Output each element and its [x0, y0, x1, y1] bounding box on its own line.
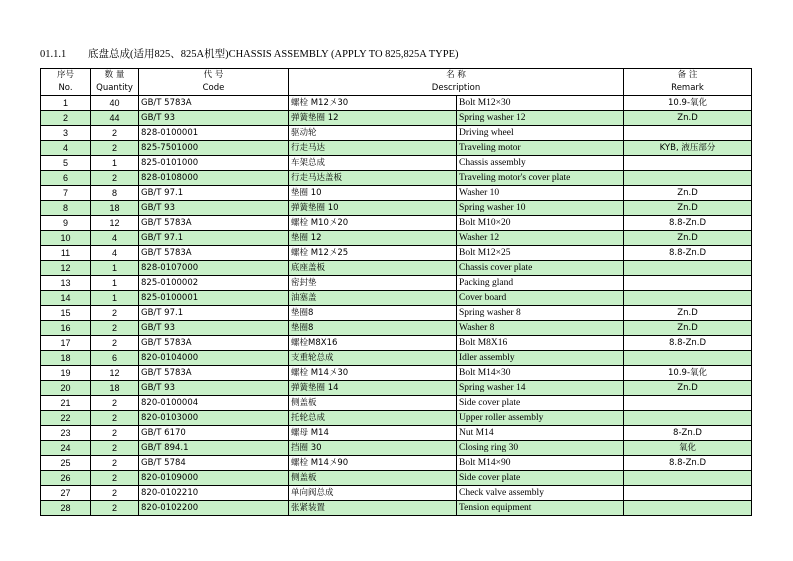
cell-number: 5 — [41, 156, 91, 171]
cell-remark — [624, 261, 752, 276]
cell-name-cn: 螺栓 M14〤30 — [289, 366, 457, 381]
table-row — [41, 126, 752, 141]
cell-number: 14 — [41, 291, 91, 306]
cell-quantity: 2 — [91, 336, 139, 351]
table-row — [41, 171, 752, 186]
cell-quantity: 2 — [91, 411, 139, 426]
cell-remark: Zn.D — [624, 381, 752, 396]
cell-remark: Zn.D — [624, 186, 752, 201]
cell-number: 12 — [41, 261, 91, 276]
cell-remark: 8.8-Zn.D — [624, 456, 752, 471]
cell-remark: 10.9-氧化 — [624, 96, 752, 111]
cell-name-en: Nut M14 — [457, 426, 624, 441]
parts-table-body — [41, 96, 752, 516]
header-code-cn: 代 号 — [139, 69, 289, 83]
cell-remark — [624, 396, 752, 411]
cell-quantity: 2 — [91, 471, 139, 486]
cell-number: 26 — [41, 471, 91, 486]
cell-code: 828-0107000 — [139, 261, 289, 276]
cell-name-cn: 行走马达盖板 — [289, 171, 457, 186]
cell-name-cn: 驱动轮 — [289, 126, 457, 141]
table-row — [41, 201, 752, 216]
table-row — [41, 261, 752, 276]
cell-number: 11 — [41, 246, 91, 261]
table-row — [41, 186, 752, 201]
cell-quantity: 18 — [91, 201, 139, 216]
cell-remark — [624, 351, 752, 366]
cell-name-en: Bolt M10×20 — [457, 216, 624, 231]
cell-quantity: 1 — [91, 291, 139, 306]
cell-code: GB/T 97.1 — [139, 231, 289, 246]
cell-name-en: Washer 10 — [457, 186, 624, 201]
cell-number: 20 — [41, 381, 91, 396]
table-row — [41, 456, 752, 471]
cell-number: 4 — [41, 141, 91, 156]
cell-quantity: 2 — [91, 426, 139, 441]
cell-name-en: Cover board — [457, 291, 624, 306]
cell-remark: 8.8-Zn.D — [624, 216, 752, 231]
cell-remark: 8.8-Zn.D — [624, 246, 752, 261]
cell-code: 820-0102210 — [139, 486, 289, 501]
table-row — [41, 411, 752, 426]
cell-code: GB/T 93 — [139, 381, 289, 396]
table-row — [41, 471, 752, 486]
header-qty-en: Quantity — [91, 82, 139, 96]
cell-number: 6 — [41, 171, 91, 186]
cell-number: 9 — [41, 216, 91, 231]
cell-name-cn: 弹簧垫圈 14 — [289, 381, 457, 396]
table-row — [41, 381, 752, 396]
header-row-en — [41, 82, 752, 96]
table-row — [41, 96, 752, 111]
cell-code: GB/T 894.1 — [139, 441, 289, 456]
cell-code: 828-0108000 — [139, 171, 289, 186]
cell-code: GB/T 5783A — [139, 246, 289, 261]
cell-quantity: 2 — [91, 501, 139, 516]
cell-code: 828-0100001 — [139, 126, 289, 141]
section-heading — [40, 46, 459, 61]
cell-number: 24 — [41, 441, 91, 456]
cell-remark: Zn.D — [624, 306, 752, 321]
cell-name-en: Tension equipment — [457, 501, 624, 516]
cell-quantity: 4 — [91, 246, 139, 261]
cell-remark — [624, 156, 752, 171]
cell-quantity: 2 — [91, 486, 139, 501]
table-row — [41, 396, 752, 411]
cell-remark — [624, 171, 752, 186]
cell-number: 15 — [41, 306, 91, 321]
cell-number: 17 — [41, 336, 91, 351]
cell-name-en: Check valve assembly — [457, 486, 624, 501]
cell-quantity: 6 — [91, 351, 139, 366]
table-row — [41, 216, 752, 231]
cell-name-cn: 挡圈 30 — [289, 441, 457, 456]
cell-name-en: Spring washer 12 — [457, 111, 624, 126]
cell-code: 820-0102200 — [139, 501, 289, 516]
cell-name-en: Side cover plate — [457, 471, 624, 486]
cell-quantity: 2 — [91, 306, 139, 321]
cell-number: 8 — [41, 201, 91, 216]
header-code-en: Code — [139, 82, 289, 96]
cell-name-cn: 螺栓M8X16 — [289, 336, 457, 351]
cell-name-en: Bolt M14×30 — [457, 366, 624, 381]
cell-number: 27 — [41, 486, 91, 501]
cell-quantity: 2 — [91, 141, 139, 156]
cell-name-cn: 底座盖板 — [289, 261, 457, 276]
cell-name-cn: 单向阀总成 — [289, 486, 457, 501]
cell-name-cn: 垫圈8 — [289, 306, 457, 321]
table-row — [41, 246, 752, 261]
cell-number: 19 — [41, 366, 91, 381]
cell-remark — [624, 471, 752, 486]
cell-remark — [624, 501, 752, 516]
table-row — [41, 501, 752, 516]
cell-quantity: 12 — [91, 366, 139, 381]
cell-name-en: Bolt M14×90 — [457, 456, 624, 471]
header-desc-cn: 名 称 — [289, 69, 624, 83]
cell-remark: Zn.D — [624, 201, 752, 216]
cell-quantity: 2 — [91, 396, 139, 411]
cell-code: 820-0103000 — [139, 411, 289, 426]
cell-code: GB/T 5783A — [139, 336, 289, 351]
cell-quantity: 4 — [91, 231, 139, 246]
cell-remark — [624, 276, 752, 291]
cell-quantity: 2 — [91, 456, 139, 471]
cell-name-en: Chassis assembly — [457, 156, 624, 171]
table-row — [41, 141, 752, 156]
parts-table — [40, 68, 752, 516]
cell-name-en: Spring washer 14 — [457, 381, 624, 396]
table-row — [41, 366, 752, 381]
table-row — [41, 276, 752, 291]
cell-name-cn: 车架总成 — [289, 156, 457, 171]
cell-code: GB/T 5784 — [139, 456, 289, 471]
cell-number: 18 — [41, 351, 91, 366]
cell-name-cn: 托轮总成 — [289, 411, 457, 426]
cell-quantity: 2 — [91, 126, 139, 141]
header-qty-cn: 数 量 — [91, 69, 139, 83]
cell-code: GB/T 97.1 — [139, 306, 289, 321]
table-row — [41, 426, 752, 441]
cell-number: 25 — [41, 456, 91, 471]
cell-name-cn: 油塞盖 — [289, 291, 457, 306]
cell-name-cn: 螺栓 M10〤20 — [289, 216, 457, 231]
cell-quantity: 18 — [91, 381, 139, 396]
table-row — [41, 306, 752, 321]
cell-remark: 8-Zn.D — [624, 426, 752, 441]
cell-name-cn: 张紧装置 — [289, 501, 457, 516]
cell-number: 23 — [41, 426, 91, 441]
cell-name-en: Idler assembly — [457, 351, 624, 366]
header-remark-cn: 备 注 — [624, 69, 752, 83]
cell-name-cn: 垫圈 10 — [289, 186, 457, 201]
table-row — [41, 156, 752, 171]
cell-remark: 10.9-氧化 — [624, 366, 752, 381]
cell-number: 3 — [41, 126, 91, 141]
section-number: 01.1.1 — [40, 49, 67, 60]
cell-name-cn: 螺栓 M14〤90 — [289, 456, 457, 471]
cell-code: GB/T 5783A — [139, 216, 289, 231]
cell-quantity: 40 — [91, 96, 139, 111]
cell-code: GB/T 5783A — [139, 96, 289, 111]
cell-number: 16 — [41, 321, 91, 336]
cell-remark — [624, 126, 752, 141]
cell-name-cn: 侧盖板 — [289, 396, 457, 411]
cell-number: 10 — [41, 231, 91, 246]
cell-remark: 8.8-Zn.D — [624, 336, 752, 351]
cell-quantity: 2 — [91, 171, 139, 186]
cell-remark: Zn.D — [624, 321, 752, 336]
cell-code: 825-0101000 — [139, 156, 289, 171]
cell-name-cn: 密封垫 — [289, 276, 457, 291]
cell-code: 820-0109000 — [139, 471, 289, 486]
cell-code: 825-7501000 — [139, 141, 289, 156]
cell-name-en: Closing ring 30 — [457, 441, 624, 456]
cell-name-cn: 侧盖板 — [289, 471, 457, 486]
cell-number: 21 — [41, 396, 91, 411]
cell-number: 1 — [41, 96, 91, 111]
table-row — [41, 441, 752, 456]
cell-remark: Zn.D — [624, 111, 752, 126]
cell-code: GB/T 97.1 — [139, 186, 289, 201]
table-row — [41, 321, 752, 336]
cell-name-en: Chassis cover plate — [457, 261, 624, 276]
cell-name-en: Packing gland — [457, 276, 624, 291]
cell-name-cn: 螺母 M14 — [289, 426, 457, 441]
header-no-en: No. — [41, 82, 91, 96]
section-title: 底盘总成(适用825、825A机型)CHASSIS ASSEMBLY (APPLY TO 825,825A TYPE) — [88, 49, 459, 60]
cell-quantity: 44 — [91, 111, 139, 126]
cell-quantity: 8 — [91, 186, 139, 201]
cell-name-cn: 螺栓 M12〤30 — [289, 96, 457, 111]
cell-name-cn: 行走马达 — [289, 141, 457, 156]
cell-name-en: Traveling motor's cover plate — [457, 171, 624, 186]
cell-code: GB/T 6170 — [139, 426, 289, 441]
cell-code: GB/T 5783A — [139, 366, 289, 381]
cell-code: 820-0100004 — [139, 396, 289, 411]
cell-number: 7 — [41, 186, 91, 201]
cell-quantity: 2 — [91, 441, 139, 456]
cell-remark: Zn.D — [624, 231, 752, 246]
cell-name-cn: 弹簧垫圈 10 — [289, 201, 457, 216]
cell-remark: KYB, 液压部分 — [624, 141, 752, 156]
cell-name-en: Washer 8 — [457, 321, 624, 336]
header-desc-en: Description — [289, 82, 624, 96]
header-no-cn: 序号 — [41, 69, 91, 83]
cell-number: 2 — [41, 111, 91, 126]
cell-name-en: Bolt M12×25 — [457, 246, 624, 261]
cell-code: 820-0104000 — [139, 351, 289, 366]
table-row — [41, 486, 752, 501]
cell-code: 825-0100001 — [139, 291, 289, 306]
cell-name-en: Bolt M8X16 — [457, 336, 624, 351]
cell-code: GB/T 93 — [139, 321, 289, 336]
cell-remark — [624, 486, 752, 501]
cell-name-en: Traveling motor — [457, 141, 624, 156]
cell-name-cn: 螺栓 M12〤25 — [289, 246, 457, 261]
header-row-cn — [41, 69, 752, 83]
cell-code: GB/T 93 — [139, 111, 289, 126]
table-row — [41, 336, 752, 351]
cell-quantity: 1 — [91, 261, 139, 276]
table-row — [41, 231, 752, 246]
table-row — [41, 351, 752, 366]
cell-remark — [624, 291, 752, 306]
cell-quantity: 1 — [91, 156, 139, 171]
cell-number: 13 — [41, 276, 91, 291]
cell-name-en: Spring washer 8 — [457, 306, 624, 321]
header-remark-en: Remark — [624, 82, 752, 96]
cell-name-en: Side cover plate — [457, 396, 624, 411]
cell-number: 28 — [41, 501, 91, 516]
cell-quantity: 2 — [91, 321, 139, 336]
cell-name-en: Spring washer 10 — [457, 201, 624, 216]
cell-name-en: Washer 12 — [457, 231, 624, 246]
cell-name-en: Bolt M12×30 — [457, 96, 624, 111]
table-row — [41, 291, 752, 306]
cell-code: 825-0100002 — [139, 276, 289, 291]
cell-name-en: Upper roller assembly — [457, 411, 624, 426]
table-row — [41, 111, 752, 126]
cell-remark: 氧化 — [624, 441, 752, 456]
cell-name-cn: 支重轮总成 — [289, 351, 457, 366]
cell-name-cn: 垫圈8 — [289, 321, 457, 336]
cell-quantity: 12 — [91, 216, 139, 231]
cell-number: 22 — [41, 411, 91, 426]
cell-name-en: Driving wheel — [457, 126, 624, 141]
cell-code: GB/T 93 — [139, 201, 289, 216]
cell-name-cn: 弹簧垫圈 12 — [289, 111, 457, 126]
cell-name-cn: 垫圈 12 — [289, 231, 457, 246]
cell-remark — [624, 411, 752, 426]
cell-quantity: 1 — [91, 276, 139, 291]
